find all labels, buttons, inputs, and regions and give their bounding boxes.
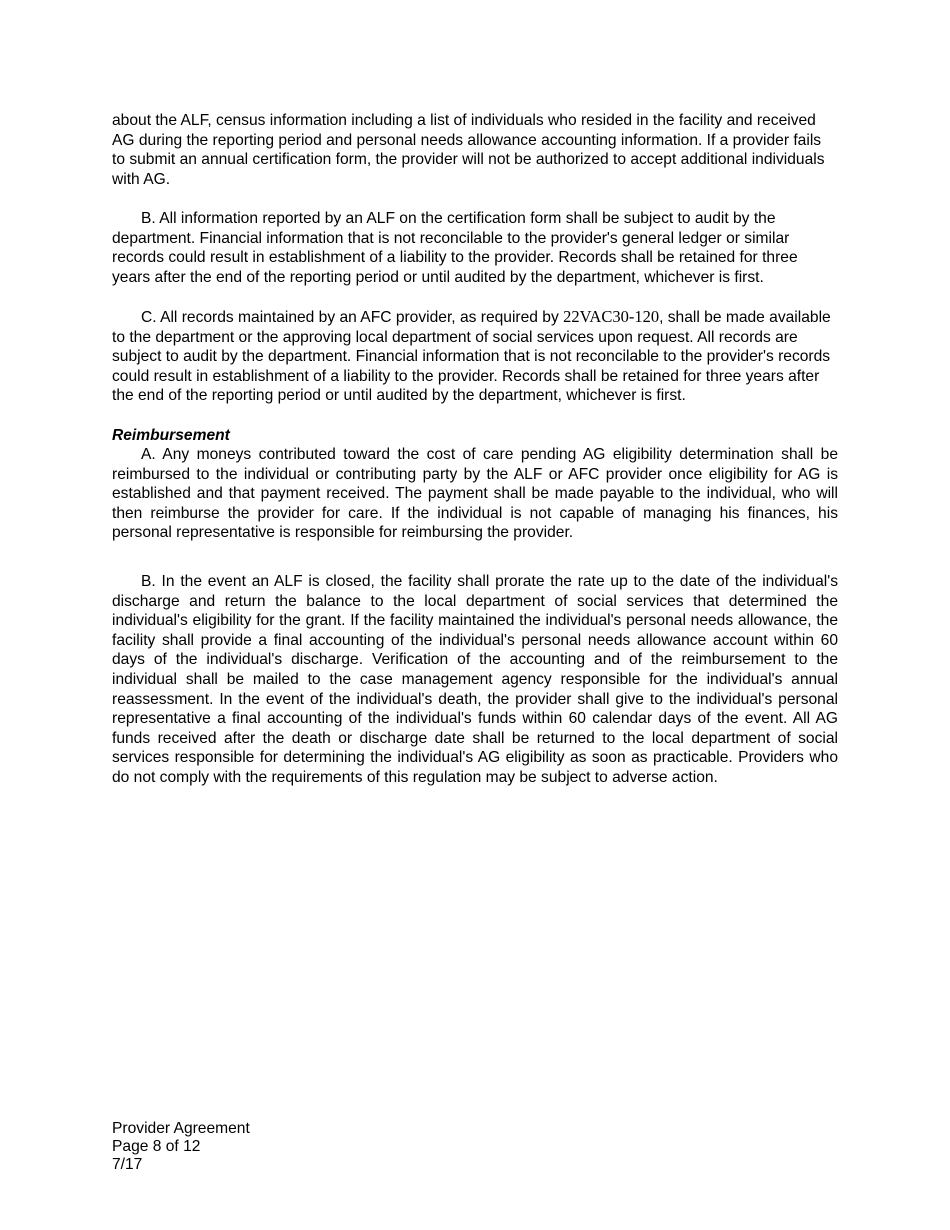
section-heading-reimbursement: Reimbursement — [112, 426, 230, 444]
regulation-citation: 22VAC30-120 — [563, 306, 660, 326]
paragraph-afc-records-lead: C. All records maintained by an AFC provider, as required by — [141, 308, 564, 326]
paragraph-audit-alf: B. All information reported by an ALF on the certification form shall be subject to audit by the department. Financial information that is not reconcilable to the provider's general ledger or similar records could result in establishment of a liability to the provider. Records shall be retained for three years after the end of the reporting period or until audited by the department, whichever is first. — [112, 209, 798, 286]
paragraph-afc-records — [112, 307, 838, 406]
footer-date: 7/17 — [112, 1156, 143, 1173]
paragraph-reimbursement-a: A. Any moneys contributed toward the cost of care pending AG eligibility determination shall be reimbursed to the individual or contributing party by the ALF or AFC provider once eligibility for AG is established and that payment received. The payment shall be made payable to the individual, who will then reimburse the provider for care. If the individual is not capable of managing his finances, his personal representative is responsible for reimbursing the provider. — [112, 446, 838, 542]
footer-title: Provider Agreement — [112, 1120, 250, 1137]
footer-page-number: Page 8 of 12 — [112, 1138, 201, 1155]
paragraph-certification-contents: about the ALF, census information including a list of individuals who resided in the facility and received AG during the reporting period and personal needs allowance accounting information. If a provider fails to submit an annual certification form, the provider will not be authorized to accept additional individuals with AG. — [112, 112, 825, 188]
paragraph-afc-records-rest: , shall be made available to the department or the approving local department of social services upon request. All records are subject to audit by the department. Financial information that is not reconcilable to the provider's records could result in establishment of a liability to the provider. Records shall be retained for three years after the end of the reporting period or until audited by the department, whichever is first. — [112, 308, 831, 405]
document-body — [112, 111, 838, 788]
paragraph-reimbursement-b: B. In the event an ALF is closed, the facility shall prorate the rate up to the date of the individual's discharge and return the balance to the local department of social services that determined the individual's eligibility for the grant. If the facility maintained the individual's personal needs allowance, the facility shall provide a final accounting of the individual's personal needs allowance account within 60 days of the individual's discharge. Verification of the accounting and of the reimbursement to the individual shall be mailed to the case management agency responsible for the individual's annual reassessment. In the event of the individual's death, the provider shall give to the individual's personal representative a final accounting of the individual's funds within 60 calendar days of the event. All AG funds received after the death or discharge date shall be returned to the local department of social services responsible for determining the individual's AG eligibility as soon as practicable. Providers who do not comply with the requirements of this regulation may be subject to adverse action. — [112, 573, 838, 786]
page-footer — [112, 1120, 250, 1174]
